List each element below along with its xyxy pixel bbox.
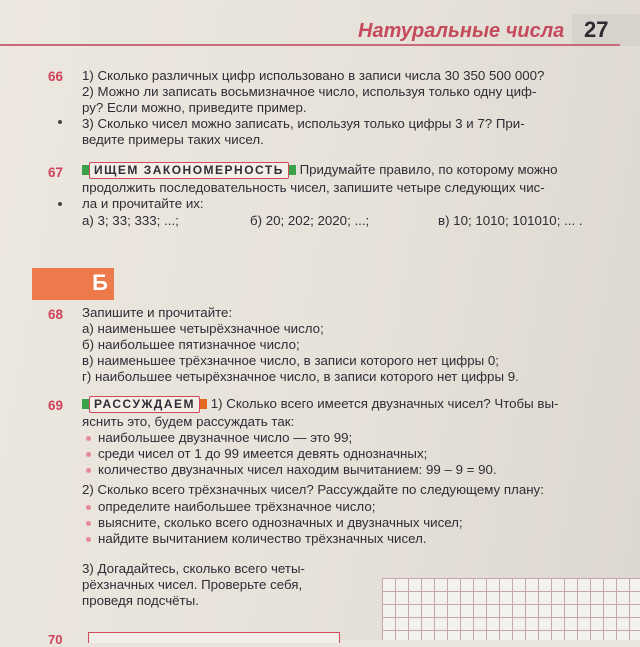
pattern-tag: ИЩЕМ ЗАКОНОМЕРНОСТЬ <box>89 162 289 179</box>
ex68-line: б) наибольшее пятизначное число; <box>82 337 300 352</box>
ex69-question-3: проведя подсчёты. <box>82 593 199 608</box>
ex69-bullet: наибольшее двузначное число — это 99; <box>98 430 353 445</box>
ex67-line: продолжить последовательность чисел, запишите четыре следующих чис- <box>82 180 545 195</box>
tag-box <box>88 632 340 643</box>
exercise-number: 67 <box>48 165 64 180</box>
header-rule <box>0 44 620 46</box>
tag-marker <box>82 399 89 409</box>
bullet-icon <box>86 521 91 526</box>
ex66-line: 2) Можно ли записать восьмизначное число, используя только одну циф- <box>82 84 537 99</box>
ex67-item-a: а) 3; 33; 333; ...; <box>82 213 179 228</box>
ex69-bullet: определите наибольшее трёхзначное число; <box>98 499 376 514</box>
ex68-line: г) наибольшее четырёхзначное число, в записи которого нет цифры 9. <box>82 369 519 384</box>
page-number: 27 <box>584 17 609 42</box>
bullet-icon <box>86 452 91 457</box>
ex66-line: 1) Сколько различных цифр использовано в записи числа 30 350 500 000? <box>82 68 545 83</box>
bullet-icon <box>86 505 91 510</box>
ex69-line1 <box>82 396 558 413</box>
ex69-line1-text: 1) Сколько всего имеется двузначных чисел? Чтобы вы- <box>210 396 559 411</box>
grid-paper <box>382 578 640 640</box>
tag-marker <box>289 165 296 175</box>
ex69-bullet: выясните, сколько всего однозначных и двузначных чисел; <box>98 515 463 530</box>
ex66-line: ру? Если можно, приведите пример. <box>82 100 307 115</box>
exercise-number: 70 <box>48 632 63 647</box>
ex69-bullet: среди чисел от 1 до 99 имеется девять однозначных; <box>98 446 428 461</box>
difficulty-dot <box>58 202 62 206</box>
section-letter: Б <box>92 270 108 295</box>
ex68-line: в) наименьшее трёхзначное число, в записи которого нет цифры 0; <box>82 353 499 368</box>
difficulty-dot <box>58 120 62 124</box>
ex67-line1 <box>82 162 558 179</box>
tag-marker <box>200 399 207 409</box>
chapter-title: Натуральные числа <box>358 20 565 42</box>
exercise-number: 66 <box>48 69 64 84</box>
ex68-line: Запишите и прочитайте: <box>82 305 233 320</box>
ex66-line: 3) Сколько чисел можно записать, используя только цифры 3 и 7? При- <box>82 116 525 131</box>
exercise-number: 68 <box>48 307 64 322</box>
ex69-line: яснить это, будем рассуждать так: <box>82 414 295 429</box>
bullet-icon <box>86 537 91 542</box>
ex69-bullet: найдите вычитанием количество трёхзначных чисел. <box>98 531 427 546</box>
ex68-line: а) наименьшее четырёхзначное число; <box>82 321 324 336</box>
exercise-number: 69 <box>48 398 64 413</box>
page-header <box>0 0 640 52</box>
ex69-bullet: количество двузначных чисел находим вычитанием: 99 – 9 = 90. <box>98 462 497 477</box>
ex69-question-2: 2) Сколько всего трёхзначных чисел? Рассуждайте по следующему плану: <box>82 482 544 497</box>
bullet-icon <box>86 468 91 473</box>
ex67-item-c: в) 10; 1010; 101010; ... . <box>438 213 583 228</box>
reasoning-tag: РАССУЖДАЕМ <box>89 396 200 413</box>
bullet-icon <box>86 436 91 441</box>
ex67-item-b: б) 20; 202; 2020; ...; <box>250 213 370 228</box>
ex69-question-3: 3) Догадайтесь, сколько всего четы- <box>82 561 305 576</box>
ex67-line: ла и прочитайте их: <box>82 196 204 211</box>
ex67-line1-text: Придумайте правило, по которому можно <box>299 162 558 177</box>
ex66-line: ведите примеры таких чисел. <box>82 132 264 147</box>
ex69-question-3: рёхзначных чисел. Проверьте себя, <box>82 577 303 592</box>
tag-marker <box>82 165 89 175</box>
